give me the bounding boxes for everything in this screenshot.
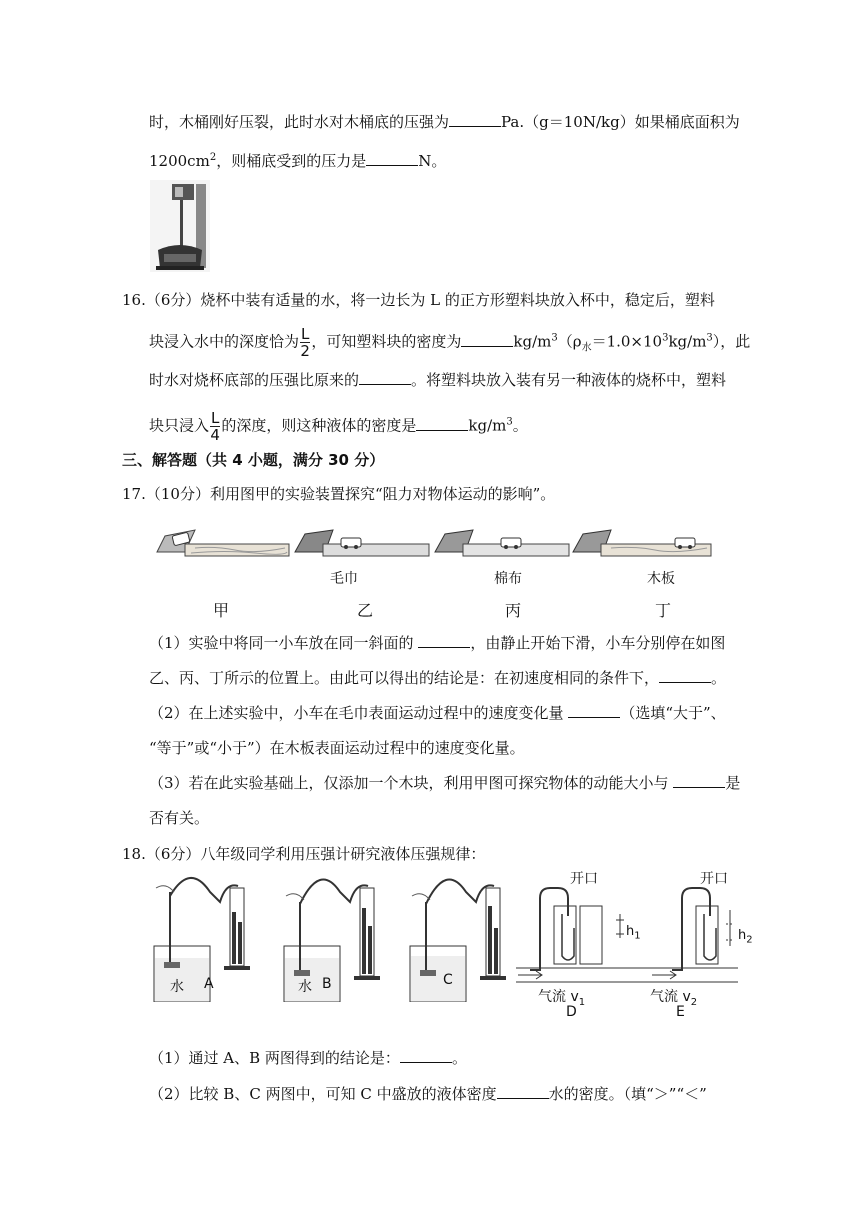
q18-stem: 18.（6分）八年级同学利用压强计研究液体压强规律： [122, 845, 486, 863]
label-e: E [676, 1004, 685, 1020]
q17-kinetic-blank[interactable] [673, 773, 725, 788]
label-c: C [443, 972, 453, 988]
surface-label-cotton: 棉布 [494, 571, 522, 587]
q15-line-2: $1200cm^2$，则桶底受到的压力是 N。 [149, 152, 447, 170]
surface-label-wood: 木板 [647, 571, 675, 587]
q17-ramp-figure [155, 522, 715, 564]
setup-jia [157, 530, 289, 556]
gauge-setup-a [154, 878, 250, 1002]
label-h1: $h_1$ [626, 924, 641, 942]
fig-label-ding: 丁 [655, 601, 672, 620]
q16-line-1: 16.（6分）烧杯中装有适量的水，将一边长为 L 的正方形塑料块放入杯中，稳定后，塑料 [122, 291, 715, 309]
section-heading: 三、解答题（共 4 小题，满分 30 分） [122, 451, 385, 469]
label-airflow-v1: 气流 $v_1$ [538, 989, 586, 1008]
fig-label-jia: 甲 [213, 601, 230, 620]
setup-ding [573, 530, 711, 556]
q15-pressure-blank[interactable] [449, 112, 501, 127]
fraction-l-over-4: $\frac{L}{4}$ [210, 409, 220, 444]
q17-part2-line1: （2）在上述实验中，小车在毛巾表面运动过程中的速度变化量 （选填“大于”、 [149, 704, 726, 722]
q16-density-blank[interactable] [461, 332, 513, 347]
label-h2: $h_2$ [738, 928, 753, 946]
q17-part1-line2: 乙、丙、丁所示的位置上。由此可以得出的结论是：在初速度相同的条件下， 。 [149, 669, 727, 687]
q16-line-2: 块浸入水中的深度恰为 $\frac{L}{2}$ ，可知塑料块的密度为 $kg/m^3(\rho_水=1.0\times 10^3kg/m^3)$，此 [149, 325, 751, 360]
q17-speed-change-blank[interactable] [568, 703, 620, 718]
label-b: B [322, 976, 332, 992]
q18-part1: （1）通过 A、B 两图得到的结论是： 。 [149, 1049, 467, 1067]
q18-part2: （2）比较 B、C 两图中，可知 C 中盛放的液体密度 水的密度。（填“＞”“＜” [149, 1085, 707, 1103]
q15-force-blank[interactable] [366, 151, 418, 166]
gauge-setup-c [410, 880, 506, 1003]
q16-line-4: 块只浸入 $\frac{L}{4}$ 的深度，则这种液体的密度是 $kg/m^3$。 [149, 409, 528, 444]
label-open-e: 开口 [700, 871, 728, 887]
label-open-d: 开口 [570, 871, 598, 887]
label-water-b: 水 [298, 979, 312, 995]
airflow-setup-e [650, 888, 738, 982]
fig-label-bing: 丙 [505, 601, 522, 620]
fraction-l-over-2: $\frac{L}{2}$ [300, 325, 310, 360]
q15-barrel-figure [150, 180, 210, 272]
q17-conclusion-blank[interactable] [659, 668, 711, 683]
label-d: D [566, 1004, 577, 1020]
q17-stem: 17.（10分）利用图甲的实验装置探究“阻力对物体运动的影响”。 [122, 485, 556, 503]
fig-label-yi: 乙 [357, 601, 374, 620]
label-a: A [204, 976, 214, 992]
q17-part3-line2: 否有关。 [149, 809, 210, 827]
q17-position-blank[interactable] [418, 633, 470, 648]
q17-part2-line2: “等于”或“小于”）在木板表面运动过程中的速度变化量。 [149, 739, 525, 757]
q17-part1-line1: （1）实验中将同一小车放在同一斜面的 ，由静止开始下滑，小车分别停在如图 [149, 634, 726, 652]
q16-pressure-change-blank[interactable] [359, 370, 411, 385]
surface-label-towel: 毛巾 [330, 571, 358, 587]
label-water-a: 水 [170, 979, 184, 995]
q15-line-1: 时，木桶刚好压裂，此时水对木桶底的压强为 Pa.（g＝10N/kg）如果桶底面积为 [149, 113, 740, 131]
setup-bing [435, 530, 569, 556]
q17-part3-line1: （3）若在此实验基础上，仅添加一个木块，利用甲图可探究物体的动能大小与 是 [149, 774, 741, 792]
label-airflow-v2: 气流 $v_2$ [650, 989, 698, 1008]
q16-liquid-density-blank[interactable] [416, 416, 468, 431]
q18-conclusion-blank[interactable] [400, 1048, 452, 1063]
q16-line-3: 时水对烧杯底部的压强比原来的 。将塑料块放入装有另一种液体的烧杯中，塑料 [149, 371, 727, 389]
setup-yi [295, 530, 429, 556]
q18-density-blank[interactable] [497, 1084, 549, 1099]
